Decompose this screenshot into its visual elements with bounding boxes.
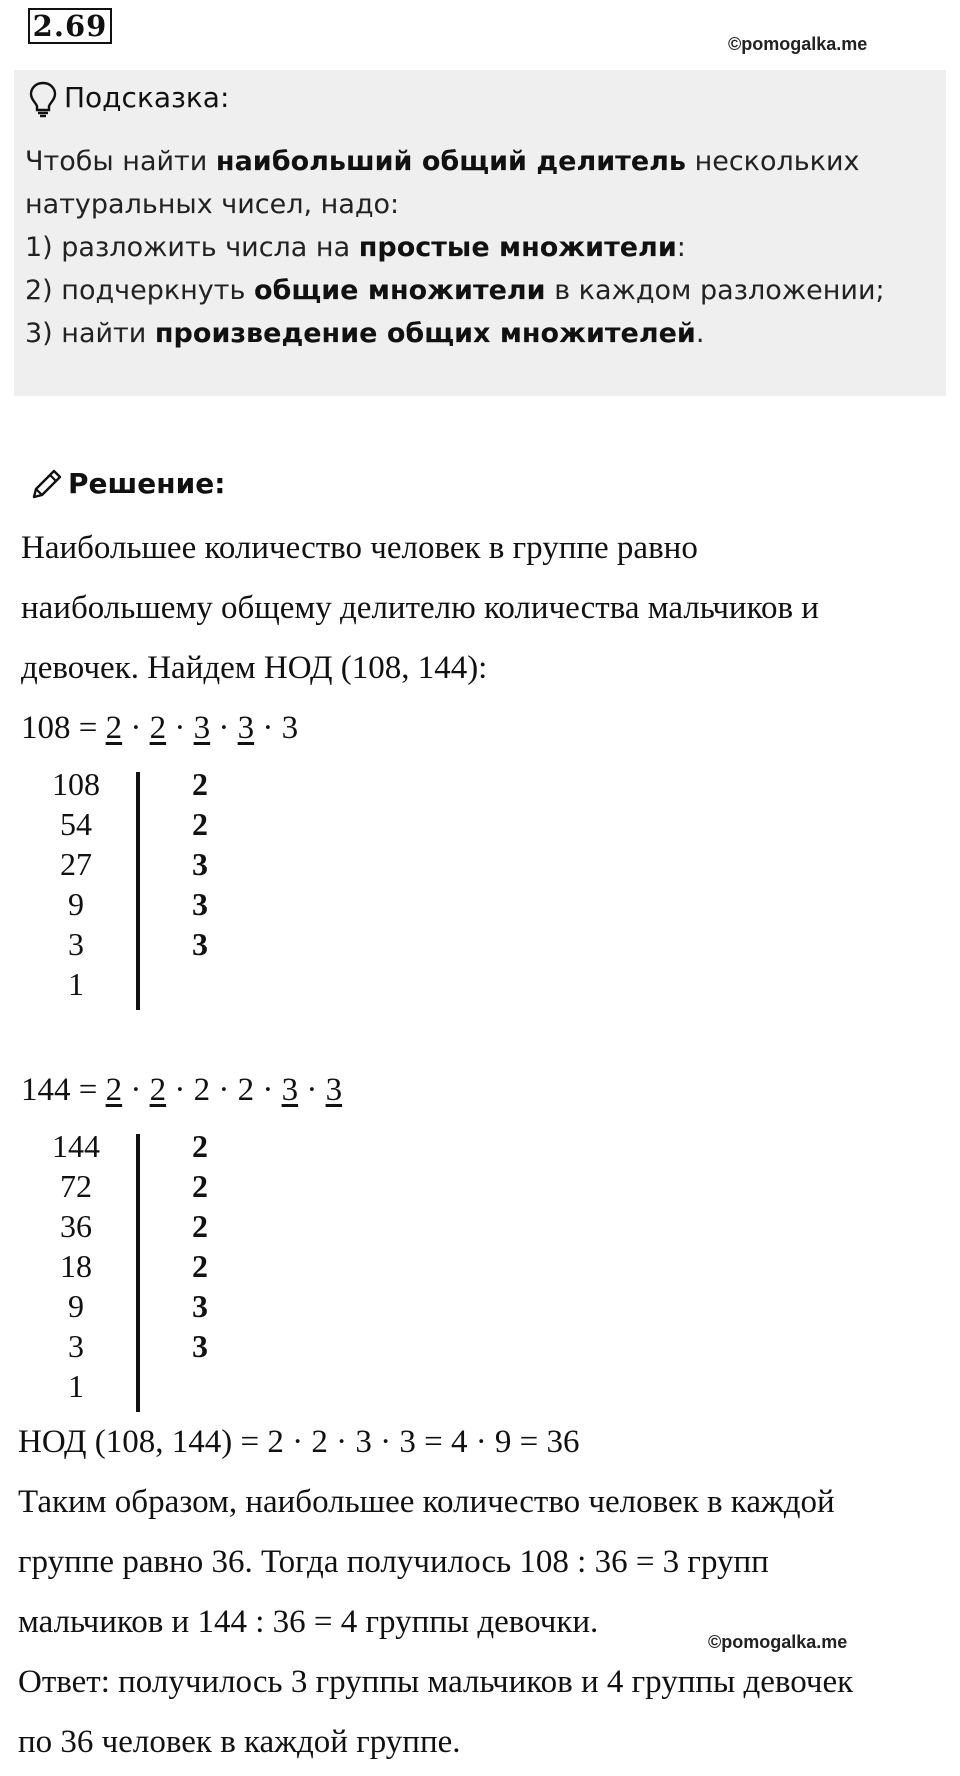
dividend: 27	[60, 846, 92, 882]
expression-segment: ·	[122, 710, 150, 746]
prime-factor: 2	[192, 806, 208, 842]
answer-line-2: по 36 человек в каждой группе.	[18, 1724, 461, 1760]
expression-segment: 144 =	[21, 1072, 106, 1108]
prime-factor: 2	[192, 1168, 208, 1204]
answer-line-1: Ответ: получилось 3 группы мальчиков и 4 группы девочек	[18, 1664, 854, 1700]
dividend: 1	[68, 966, 84, 1002]
solution-title: Решение:	[68, 467, 226, 500]
factorization-108	[21, 706, 298, 750]
hint-keyword: простые множители	[358, 232, 677, 263]
hint-text-segment: 3) найти	[25, 318, 155, 349]
common-factor: 2	[105, 1072, 123, 1108]
dividend: 144	[52, 1128, 100, 1164]
dividend: 3	[68, 926, 84, 962]
expression-segment: ·	[122, 1072, 150, 1108]
intro-line-1: Наибольшее количество человек в группе равно	[21, 530, 698, 566]
common-factor: 3	[237, 710, 255, 746]
dividend: 9	[68, 886, 84, 922]
hint-line-1	[25, 142, 860, 182]
hint-keyword: общие множители	[254, 275, 546, 306]
gcd-result: НОД (108, 144) = 2 · 2 · 3 · 3 = 4 · 9 = 36	[18, 1424, 580, 1460]
expression-segment: 108 =	[21, 710, 106, 746]
common-factor: 3	[281, 1072, 299, 1108]
common-factor: 2	[149, 710, 167, 746]
prime-factor: 3	[192, 846, 208, 882]
prime-factor: 2	[192, 766, 208, 802]
watermark-top: ©pomogalka.me	[728, 34, 868, 54]
dividend: 9	[68, 1288, 84, 1324]
common-factor: 3	[325, 1072, 343, 1108]
expression-segment: ·	[298, 1072, 326, 1108]
intro-line-3: девочек. Найдем НОД (108, 144):	[21, 650, 488, 686]
dividend: 36	[60, 1208, 92, 1244]
prime-factor: 3	[192, 926, 208, 962]
hint-line-5	[25, 314, 704, 354]
dividend: 54	[60, 806, 92, 842]
problem-number: 2.69	[28, 8, 112, 44]
solution-title-row	[28, 462, 225, 506]
expression-segment: · 3	[254, 710, 299, 746]
hint-line-4	[25, 271, 885, 311]
prime-factor: 2	[192, 1248, 208, 1284]
dividend: 72	[60, 1168, 92, 1204]
hint-text-segment: 1) разложить числа на	[25, 232, 359, 263]
dividend: 18	[60, 1248, 92, 1284]
hint-keyword: наибольший общий делитель	[215, 146, 686, 177]
common-factor: 3	[193, 710, 211, 746]
hint-text-segment: нескольких	[685, 146, 860, 177]
dividend: 3	[68, 1328, 84, 1364]
hint-text-segment: 2) подчеркнуть	[25, 275, 254, 306]
hint-text-segment: натуральных чисел, надо:	[25, 189, 400, 220]
hint-text-segment: .	[695, 318, 705, 349]
division-separator	[136, 1134, 140, 1412]
intro-line-2: наибольшему общему делителю количества мальчиков и	[21, 590, 819, 626]
conclusion-line-1: Таким образом, наибольшее количество человек в каждой	[18, 1484, 835, 1520]
lightbulb-icon	[28, 80, 58, 118]
expression-segment: ·	[166, 710, 194, 746]
watermark-bottom: ©pomogalka.me	[708, 1632, 848, 1652]
common-factor: 2	[149, 1072, 167, 1108]
hint-text-segment: в каждом разложении;	[545, 275, 885, 306]
hint-text-segment: :	[676, 232, 686, 263]
dividend: 108	[52, 766, 100, 802]
conclusion-line-3: мальчиков и 144 : 36 = 4 группы девочки.	[18, 1604, 599, 1640]
prime-factor: 3	[192, 1328, 208, 1364]
factorization-144	[21, 1068, 342, 1112]
expression-segment: · 2 · 2 ·	[166, 1072, 282, 1108]
pencil-icon	[28, 467, 64, 503]
hint-text-segment: Чтобы найти	[25, 146, 216, 177]
prime-factor: 3	[192, 886, 208, 922]
hint-line-2	[25, 185, 399, 225]
hint-title: Подсказка:	[64, 81, 230, 114]
conclusion-line-2: группе равно 36. Тогда получилось 108 : 36 = 3 групп	[18, 1544, 769, 1580]
expression-segment: ·	[210, 710, 238, 746]
prime-factor: 2	[192, 1208, 208, 1244]
common-factor: 2	[105, 710, 123, 746]
prime-factor: 3	[192, 1288, 208, 1324]
hint-title-row	[28, 76, 229, 120]
hint-keyword: произведение общих множителей	[154, 318, 696, 349]
dividend: 1	[68, 1368, 84, 1404]
prime-factor: 2	[192, 1128, 208, 1164]
division-separator	[136, 772, 140, 1010]
hint-line-3	[25, 228, 686, 268]
